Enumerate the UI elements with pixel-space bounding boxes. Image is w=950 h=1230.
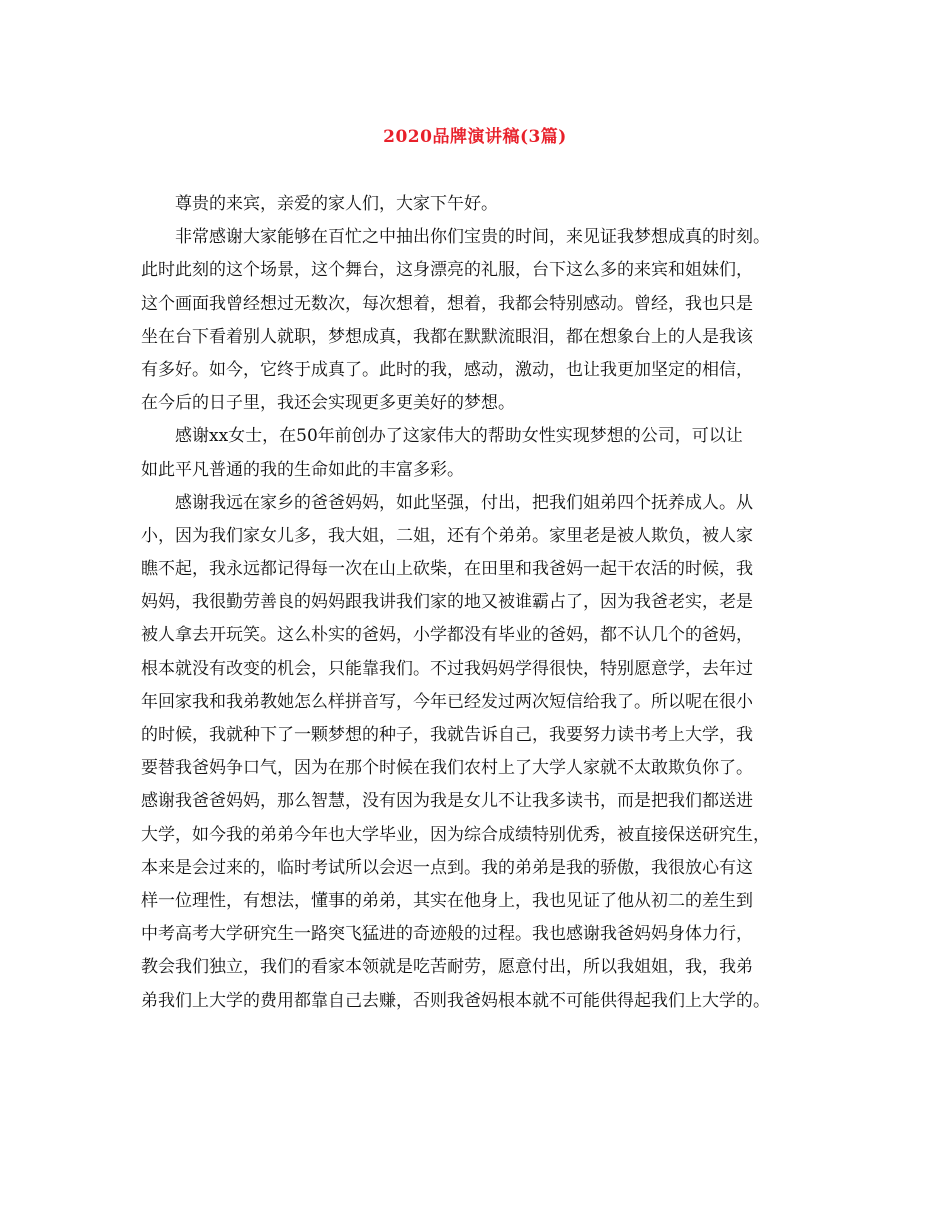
text-line: 年回家我和我弟教她怎么样拼音写，今年已经发过两次短信给我了。所以呢在很小 <box>141 691 753 712</box>
text-line: 非常感谢大家能够在百忙之中抽出你们宝贵的时间，来见证我梦想成真的时刻。 <box>175 227 770 248</box>
text-line: 中考高考大学研究生一路突飞猛进的奇迹般的过程。我也感谢我爸妈妈身体力行， <box>141 924 753 945</box>
text-line: 的时候，我就种下了一颗梦想的种子，我就告诉自己，我要努力读书考上大学，我 <box>141 725 753 745</box>
text-line: 此时此刻的这个场景，这个舞台，这身漂亮的礼服，台下这么多的来宾和姐妹们， <box>141 260 753 281</box>
text-line: 小，因为我们家女儿多，我大姐，二姐，还有个弟弟。家里老是被人欺负，被人家 <box>141 525 753 546</box>
text-line: 本来是会过来的，临时考试所以会迟一点到。我的弟弟是我的骄傲，我很放心有这 <box>141 857 753 878</box>
text-line: 如此平凡普通的我的生命如此的丰富多彩。 <box>141 459 464 480</box>
document-body <box>141 188 831 1018</box>
text-line: 感谢我远在家乡的爸爸妈妈，如此坚强，付出，把我们姐弟四个抚养成人。从 <box>175 492 753 513</box>
document-title: 2020品牌演讲稿(3篇) <box>383 127 567 147</box>
text-line: 这个画面我曾经想过无数次，每次想着，想着，我都会特别感动。曾经，我也只是 <box>141 293 753 314</box>
text-line: 样一位理性，有想法，懂事的弟弟，其实在他身上，我也见证了他从初二的差生到 <box>141 890 753 911</box>
text-line: 大学，如今我的弟弟今年也大学毕业，因为综合成绩特别优秀，被直接保送研究生， <box>141 824 770 845</box>
text-line: 教会我们独立，我们的看家本领就是吃苦耐劳，愿意付出，所以我姐姐，我，我弟 <box>141 957 753 978</box>
text-line: 在今后的日子里，我还会实现更多更美好的梦想。 <box>141 393 515 414</box>
text-line: 瞧不起，我永远都记得每一次在山上砍柴，在田里和我爸妈一起干农活的时候，我 <box>141 559 753 580</box>
text-line: 坐在台下看着别人就职，梦想成真，我都在默默流眼泪，都在想象台上的人是我该 <box>141 326 753 347</box>
text-line: 妈妈，我很勤劳善良的妈妈跟我讲我们家的地又被谁霸占了，因为我爸老实，老是 <box>141 592 753 613</box>
text-line: 弟我们上大学的费用都靠自己去赚，否则我爸妈根本就不可能供得起我们上大学的。 <box>141 990 770 1011</box>
text-line: 根本就没有改变的机会，只能靠我们。不过我妈妈学得很快，特别愿意学，去年过 <box>141 658 753 679</box>
text-line: 尊贵的来宾，亲爱的家人们，大家下午好。 <box>175 194 498 214</box>
text-line: 要替我爸妈争口气，因为在那个时候在我们农村上了大学人家就不太敢欺负你了。 <box>141 758 753 779</box>
text-line: 感谢xx女士，在50年前创办了这家伟大的帮助女性实现梦想的公司，可以让 <box>175 426 743 447</box>
text-line: 有多好。如今，它终于成真了。此时的我，感动，激动，也让我更加坚定的相信， <box>141 359 753 380</box>
text-line: 感谢我爸爸妈妈，那么智慧，没有因为我是女儿不让我多读书，而是把我们都送进 <box>141 791 753 812</box>
text-line: 被人拿去开玩笑。这么朴实的爸妈，小学都没有毕业的爸妈，都不认几个的爸妈， <box>141 625 753 646</box>
